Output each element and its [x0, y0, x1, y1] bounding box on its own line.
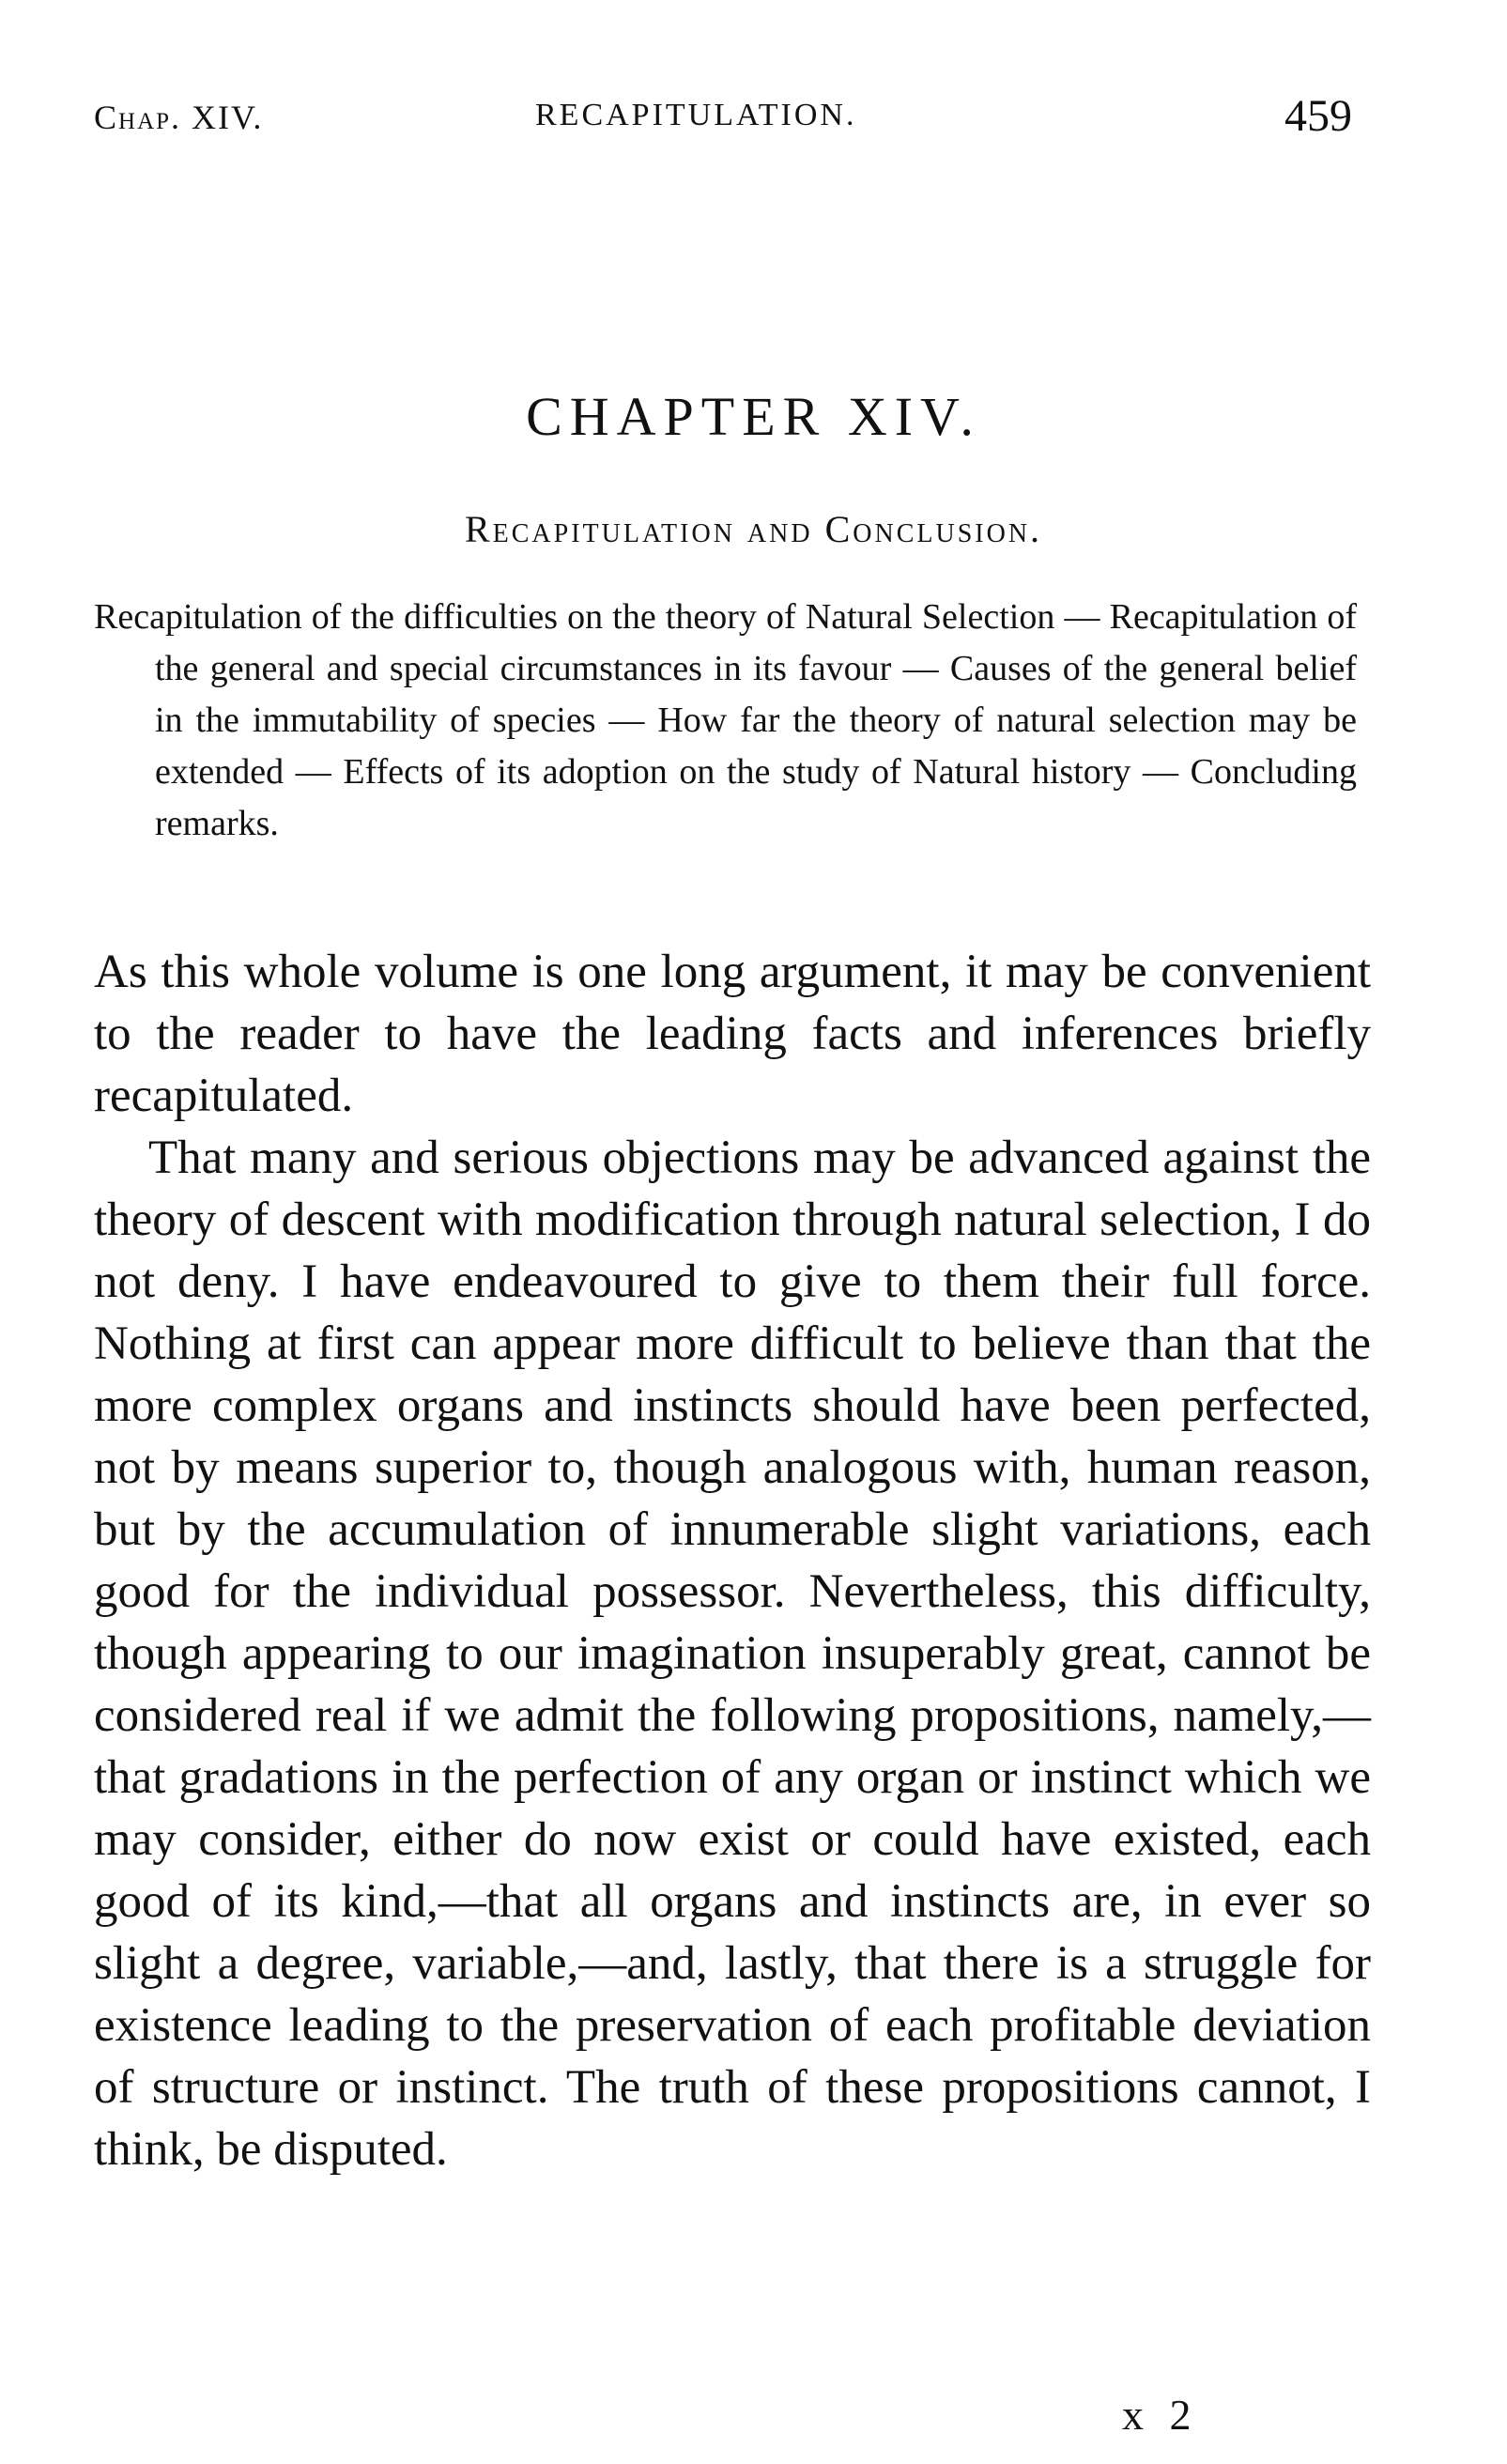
paragraph-2: That many and serious objections may be advanced against the theory of descent with modification through natural selection, I do not deny. I have endeavoured to give to them their full force. Nothing at first can appear more difficult to believe than that the more complex organs and instincts should have been perfected, not by means superior to, though analogous with, human reason, but by the accumulation of innumerable slight variations, each good for the individual possessor. Nevertheless, this difficulty, though appearing to our imagination insuperably great, cannot be considered real if we admit the following propositions, namely,—that gradations in the perfection of any organ or instinct which we may consider, either do now exist or could have existed, each good of its kind,—that all organs and instincts are, in ever so slight a degree, variable,—and, lastly, that there is a struggle for existence leading to the preservation of each profitable deviation of structure or instinct. The truth of these propositions cannot, I think, be disputed. [94, 1132, 1371, 2176]
signature-mark: x 2 [1122, 2391, 1199, 2439]
body-text [94, 941, 1371, 2180]
page-number: 459 [1284, 91, 1352, 141]
chapter-heading: CHAPTER XIV. [526, 386, 981, 447]
chapter-synopsis: Recapitulation of the difficulties on the theory of Natural Selection — Recapitulation of the general and special circumstances in its favour — Causes of the general belief in the immutability of species — How far the theory of natural selection may be extended — Effects of its adoption on the study of Natural history — Concluding remarks. [94, 597, 1357, 843]
running-header-title: RECAPITULATION. [535, 98, 857, 132]
chapter-subtitle: Recapitulation and Conclusion. [464, 508, 1043, 550]
running-header [94, 90, 1371, 146]
paragraph-1: As this whole volume is one long argument, it may be convenient to the reader to have the leading facts and inferences briefly recapitulated. [94, 946, 1371, 1122]
running-header-chapter: Chap. XIV. [94, 99, 264, 136]
